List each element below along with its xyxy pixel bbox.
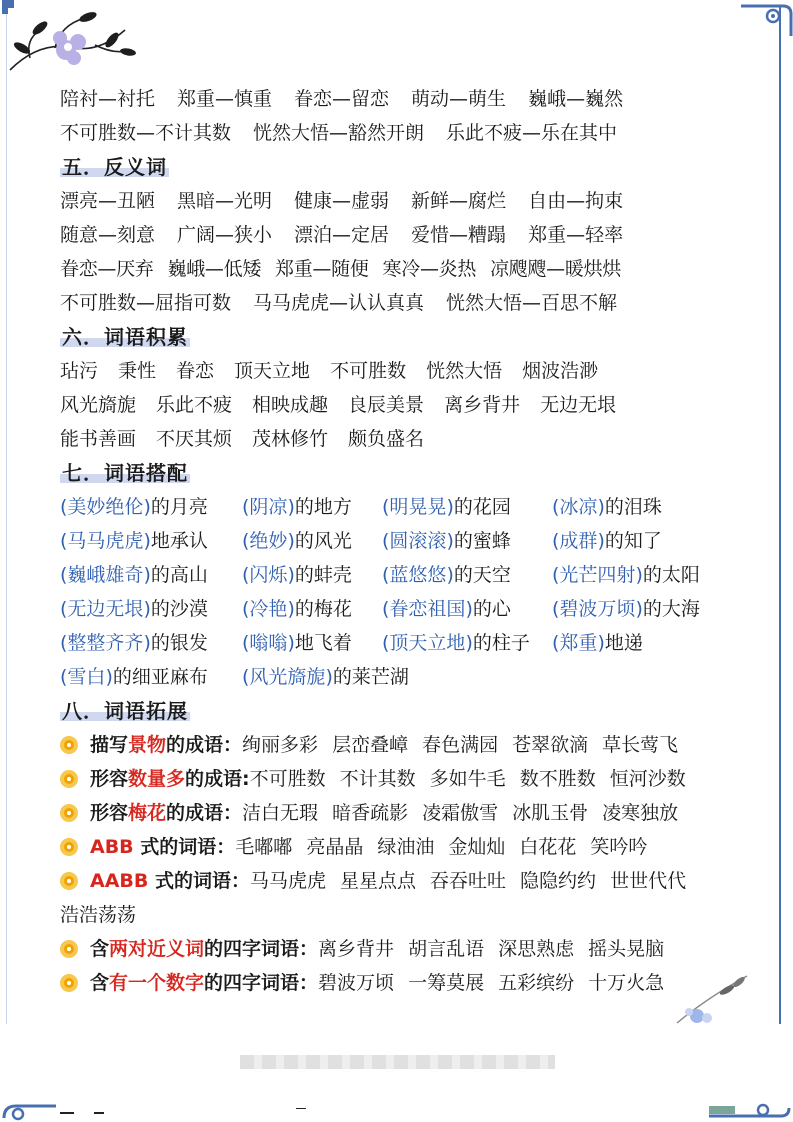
idiom: 春色满园	[422, 734, 499, 756]
idiom: 苍翠欲滴	[512, 734, 589, 756]
bullet-icon	[60, 974, 78, 992]
word: 相映成趣	[252, 394, 329, 416]
idiom: 洁白无瑕	[242, 802, 319, 824]
filled-word: 雪白	[67, 666, 106, 688]
phrase-suffix: 的天空	[453, 564, 511, 586]
collocation-item: (美妙绝伦)的月亮	[60, 496, 208, 518]
synonym-row	[60, 116, 740, 150]
collocation-row	[60, 660, 740, 694]
idiom: 草长莺飞	[602, 734, 679, 756]
phrase-suffix: 的风光	[294, 530, 352, 552]
idiom: 绿油油	[377, 836, 435, 858]
phrase-suffix: 的蜜蜂	[453, 530, 511, 552]
filled-word: 嗡嗡	[249, 632, 288, 654]
word: 秉性	[118, 360, 157, 382]
word: 离乡背井	[444, 394, 521, 416]
word-row	[60, 354, 740, 388]
category-label: 形容数量多的成语:	[90, 768, 250, 790]
divider-dash	[60, 1112, 74, 1114]
idiom: 胡言乱语	[408, 938, 485, 960]
filled-word: 绝妙	[249, 530, 288, 552]
idiom: 数不胜数	[519, 768, 596, 790]
word-pair: 自由—拘束	[528, 190, 624, 212]
filled-word: 美妙绝伦	[67, 496, 144, 518]
floral-corner-icon	[0, 0, 140, 90]
word: 无边无垠	[540, 394, 617, 416]
filled-word: 圆滚滚	[389, 530, 447, 552]
word-pair: 恍然大悟—百思不解	[446, 292, 618, 314]
word-pair: 凉飕飕—暖烘烘	[490, 258, 621, 280]
phrase-suffix: 的知了	[604, 530, 662, 552]
word: 眷恋	[176, 360, 215, 382]
phrase-suffix: 的地方	[294, 496, 352, 518]
word-pair: 陪衬—衬托	[60, 88, 156, 110]
idiom: 离乡背井	[318, 938, 395, 960]
filled-word: 整整齐齐	[67, 632, 144, 654]
word-pair: 萌动—萌生	[411, 88, 507, 110]
antonym-row	[60, 218, 740, 252]
word: 良辰美景	[348, 394, 425, 416]
word-row	[60, 388, 740, 422]
antonym-row	[60, 252, 740, 286]
filled-word: 蓝悠悠	[389, 564, 447, 586]
idiom: 笑吟吟	[590, 836, 648, 858]
antonym-row	[60, 286, 740, 320]
filled-word: 明晃晃	[389, 496, 447, 518]
filled-word: 眷恋祖国	[389, 598, 466, 620]
word-pair: 广阔—狭小	[177, 224, 273, 246]
word-pair: 马马虎虎—认认真真	[253, 292, 425, 314]
collocation-item: (冰凉)的泪珠	[552, 496, 662, 518]
word-pair: 郑重—轻率	[528, 224, 624, 246]
phrase-suffix: 的蚌壳	[294, 564, 352, 586]
expansion-row	[60, 864, 740, 898]
word-pair: 黑暗—光明	[177, 190, 273, 212]
synonym-row	[60, 82, 740, 116]
bullet-icon	[60, 838, 78, 856]
word-row	[60, 422, 740, 456]
bullet-icon	[60, 804, 78, 822]
word-pair: 不可胜数—不计其数	[60, 122, 232, 144]
word: 乐此不疲	[156, 394, 233, 416]
phrase-suffix: 的梅花	[294, 598, 352, 620]
filled-word: 无边无垠	[67, 598, 144, 620]
bullet-icon	[60, 736, 78, 754]
word-pair: 郑重—随便	[275, 258, 369, 280]
idiom: 冰肌玉骨	[512, 802, 589, 824]
word: 烟波浩渺	[522, 360, 599, 382]
expansion-row	[60, 966, 740, 1000]
category-label: 形容梅花的成语：	[90, 802, 243, 824]
word: 不厌其烦	[156, 428, 233, 450]
collocation-item: (眷恋祖国)的心	[382, 598, 511, 620]
filled-word: 冷艳	[249, 598, 288, 620]
idiom: 碧波万顷	[318, 972, 395, 994]
category-label: ABB 式的词语：	[90, 836, 236, 858]
idiom: 亮晶晶	[306, 836, 364, 858]
idiom: 绚丽多彩	[242, 734, 319, 756]
expansion-row	[60, 898, 740, 932]
expansion-row	[60, 796, 740, 830]
phrase-suffix: 的心	[472, 598, 511, 620]
category-label: 描写景物的成语：	[90, 734, 243, 756]
word-pair: 巍峨—低矮	[167, 258, 262, 280]
word-pair: 郑重—慎重	[177, 88, 273, 110]
word-pair: 不可胜数—屈指可数	[60, 292, 232, 314]
filled-word: 顶天立地	[389, 632, 466, 654]
phrase-suffix: 地递	[604, 632, 643, 654]
scroll-corner-icon	[0, 1100, 60, 1122]
idiom: 深思熟虑	[498, 938, 575, 960]
scroll-corner-icon	[703, 1100, 793, 1122]
expansion-list	[60, 728, 740, 1000]
collocation-item: (整整齐齐)的银发	[60, 632, 208, 654]
collocation-row	[60, 626, 740, 660]
idiom: 毛嘟嘟	[235, 836, 293, 858]
idiom: 五彩缤纷	[498, 972, 575, 994]
phrase-suffix: 的大海	[642, 598, 700, 620]
idiom: 暗香疏影	[332, 802, 409, 824]
collocation-row	[60, 524, 740, 558]
word-pair: 漂亮—丑陋	[60, 190, 156, 212]
divider-dash	[296, 1108, 306, 1109]
collocation-item: (圆滚滚)的蜜蜂	[382, 530, 511, 552]
section-heading-accumulation: 六．词语积累	[62, 325, 188, 349]
antonym-row	[60, 184, 740, 218]
word: 玷污	[60, 360, 99, 382]
idiom: 白花花	[519, 836, 577, 858]
expansion-row	[60, 932, 740, 966]
idiom: 世世代代	[610, 870, 687, 892]
phrase-suffix: 的太阳	[642, 564, 700, 586]
word-pair: 健康—虚弱	[294, 190, 390, 212]
blurred-footer-text	[240, 1055, 555, 1069]
idiom: 恒河沙数	[609, 768, 686, 790]
phrase-suffix: 的花园	[453, 496, 511, 518]
filled-word: 风光旖旎	[249, 666, 326, 688]
collocation-item: (闪烁)的蚌壳	[242, 564, 352, 586]
collocation-item: (郑重)地递	[552, 632, 643, 654]
phrase-suffix: 的莱芒湖	[332, 666, 409, 688]
phrase-suffix: 的细亚麻布	[112, 666, 208, 688]
word: 不可胜数	[330, 360, 407, 382]
idiom: 星星点点	[340, 870, 417, 892]
phrase-suffix: 的柱子	[472, 632, 530, 654]
bullet-icon	[60, 940, 78, 958]
collocation-item: (光芒四射)的太阳	[552, 564, 700, 586]
idiom: 马马虎虎	[250, 870, 327, 892]
collocation-item: (巍峨雄奇)的高山	[60, 564, 208, 586]
collocation-item: (阴凉)的地方	[242, 496, 352, 518]
collocation-item: (明晃晃)的花园	[382, 496, 511, 518]
collocation-item: (蓝悠悠)的天空	[382, 564, 511, 586]
word-pair: 恍然大悟—豁然开朗	[253, 122, 425, 144]
collocation-row	[60, 592, 740, 626]
word: 颇负盛名	[348, 428, 425, 450]
collocation-row	[60, 490, 740, 524]
phrase-suffix: 的银发	[150, 632, 208, 654]
idiom: 金灿灿	[448, 836, 506, 858]
idiom: 吞吞吐吐	[430, 870, 507, 892]
idiom: 凌霜傲雪	[422, 802, 499, 824]
idiom: 浩浩荡荡	[60, 904, 137, 926]
collocation-row	[60, 558, 740, 592]
filled-word: 闪烁	[249, 564, 288, 586]
word-pair: 新鲜—腐烂	[411, 190, 507, 212]
divider-dash	[94, 1112, 104, 1114]
word-pair: 随意—刻意	[60, 224, 156, 246]
idiom: 多如牛毛	[429, 768, 506, 790]
idiom: 十万火急	[588, 972, 665, 994]
word-pair: 眷恋—留恋	[294, 88, 390, 110]
idiom: 凌寒独放	[602, 802, 679, 824]
bullet-icon	[60, 872, 78, 890]
collocation-item: (马马虎虎)地承认	[60, 530, 208, 552]
phrase-suffix: 的月亮	[150, 496, 208, 518]
word: 顶天立地	[234, 360, 311, 382]
category-label: AABB 式的词语：	[90, 870, 250, 892]
collocation-item: (冷艳)的梅花	[242, 598, 352, 620]
idiom: 摇头晃脑	[588, 938, 665, 960]
collocation-item: (雪白)的细亚麻布	[60, 666, 208, 688]
collocation-item: (成群)的知了	[552, 530, 662, 552]
word-pair: 爱惜—糟蹋	[411, 224, 507, 246]
category-label: 含有一个数字的四字词语：	[90, 972, 319, 994]
filled-word: 巍峨雄奇	[67, 564, 144, 586]
phrase-suffix: 的泪珠	[604, 496, 662, 518]
phrase-suffix: 的高山	[150, 564, 208, 586]
filled-word: 郑重	[559, 632, 598, 654]
expansion-row	[60, 728, 740, 762]
word-pair: 眷恋—厌弃	[60, 258, 154, 280]
phrase-suffix: 地飞着	[294, 632, 352, 654]
word-pair: 寒冷—炎热	[382, 258, 477, 280]
phrase-suffix: 的沙漠	[150, 598, 208, 620]
phrase-suffix: 地承认	[150, 530, 208, 552]
filled-word: 马马虎虎	[67, 530, 144, 552]
section-heading-antonyms: 五．反义词	[62, 155, 167, 179]
document-content	[60, 82, 740, 1000]
word: 能书善画	[60, 428, 137, 450]
filled-word: 碧波万顷	[559, 598, 636, 620]
word-pair: 漂泊—定居	[294, 224, 390, 246]
collocation-item: (无边无垠)的沙漠	[60, 598, 208, 620]
word: 茂林修竹	[252, 428, 329, 450]
idiom: 一筹莫展	[408, 972, 485, 994]
collocation-list	[60, 490, 740, 694]
filled-word: 成群	[559, 530, 598, 552]
filled-word: 光芒四射	[559, 564, 636, 586]
collocation-item: (嗡嗡)地飞着	[242, 632, 352, 654]
idiom: 不可胜数	[249, 768, 326, 790]
collocation-item: (风光旖旎)的莱芒湖	[242, 666, 409, 688]
idiom: 层峦叠嶂	[332, 734, 409, 756]
category-label: 含两对近义词的四字词语：	[90, 938, 319, 960]
expansion-row	[60, 830, 740, 864]
collocation-item: (顶天立地)的柱子	[382, 632, 530, 654]
bullet-icon	[60, 770, 78, 788]
expansion-row	[60, 762, 740, 796]
idiom: 隐隐约约	[520, 870, 597, 892]
section-heading-expansion: 八．词语拓展	[62, 699, 188, 723]
scroll-corner-icon	[733, 0, 793, 40]
section-heading-collocation: 七．词语搭配	[62, 461, 188, 485]
idiom: 不计其数	[339, 768, 416, 790]
word-pair: 巍峨—巍然	[528, 88, 624, 110]
collocation-item: (碧波万顷)的大海	[552, 598, 700, 620]
word-pair: 乐此不疲—乐在其中	[446, 122, 618, 144]
word: 风光旖旎	[60, 394, 137, 416]
filled-word: 阴凉	[249, 496, 288, 518]
filled-word: 冰凉	[559, 496, 598, 518]
collocation-item: (绝妙)的风光	[242, 530, 352, 552]
word: 恍然大悟	[426, 360, 503, 382]
